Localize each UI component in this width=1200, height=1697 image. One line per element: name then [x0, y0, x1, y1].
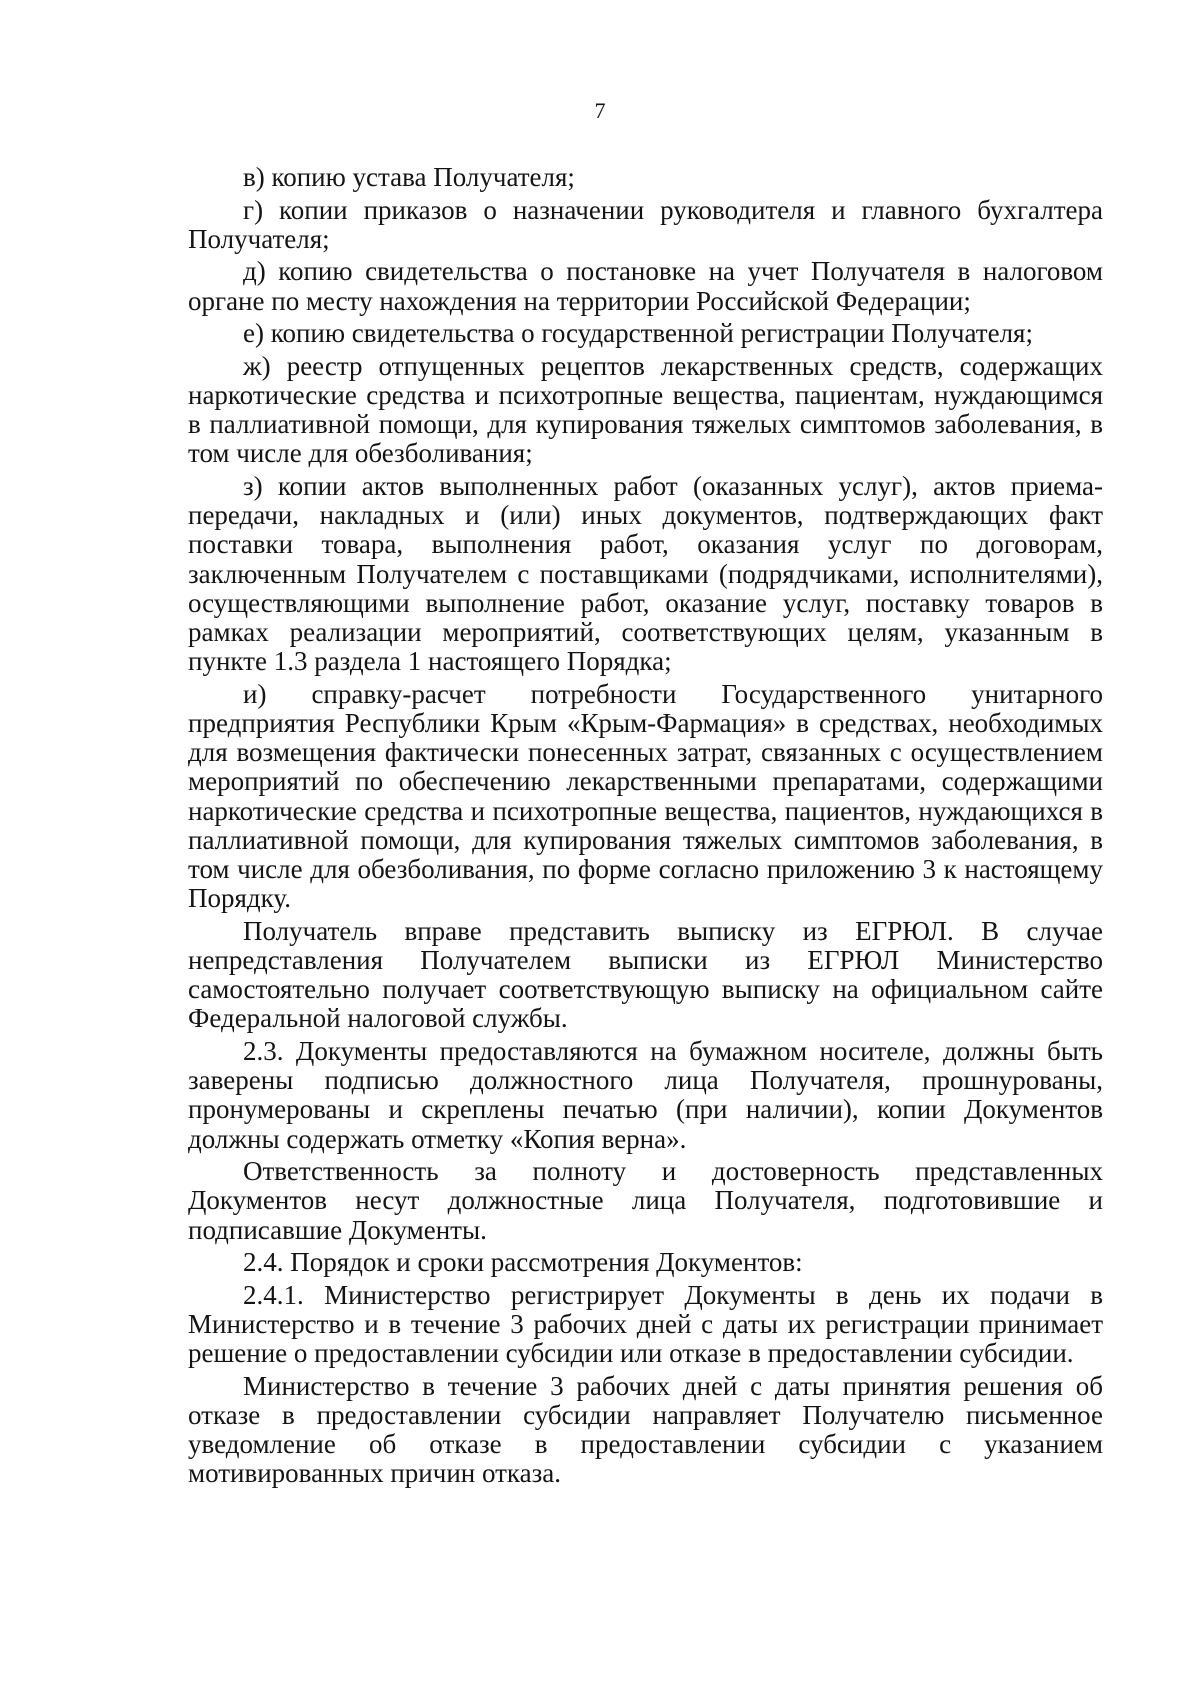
paragraph-item-v: в) копию устава Получателя;	[243, 162, 575, 192]
document-body	[188, 163, 1103, 1492]
paragraph-egrul-extract: Получатель вправе представить выписку из ЕГРЮЛ. В случае непредставления Получателем выписки из ЕГРЮЛ Министерство самостоятельно получает соответствующую выписку на официальном сайте Федеральной налоговой службы.	[188, 915, 1103, 1034]
paragraph-item-d: д) копию свидетельства о постановке на учет Получателя в налоговом органе по месту нахождения на территории Российской Федерации;	[188, 256, 1103, 316]
paragraph-section-2-3: 2.3. Документы предоставляются на бумажном носителе, должны быть заверены подписью должностного лица Получателя, прошнурованы, пронумерованы и скреплены печатью (при наличии), копии Документов должны содержать отметку «Копия верна».	[188, 1036, 1103, 1154]
paragraph-item-z: з) копии актов выполненных работ (оказанных услуг), актов приема-передачи, накладных и (или) иных документов, подтверждающих факт поставки товара, выполнения работ, оказания услуг по договорам, заключенным Получателем с поставщиками (подрядчиками, исполнителями), осуществляющими выполнение работ, оказание услуг, поставку товаров в рамках реализации мероприятий, соответствующих целям, указанным в пункте 1.3 раздела 1 настоящего Порядка;	[188, 470, 1103, 677]
page-number: 7	[594, 98, 606, 123]
paragraph-item-i: и) справку-расчет потребности Государственного унитарного предприятия Республики Крым «Крым-Фармация» в средствах, необходимых для возмещения фактически понесенных затрат, связанных с осуществлением мероприятий по обеспечению лекарственными препаратами, содержащими наркотические средства и психотропные вещества, пациентов, нуждающихся в паллиативной помощи, для купирования тяжелых симптомов заболевания, в том числе для обезболивания, по форме согласно приложению 3 к настоящему Порядку.	[188, 678, 1103, 914]
paragraph-item-g: г) копии приказов о назначении руководителя и главного бухгалтера Получателя;	[188, 194, 1103, 254]
paragraph-item-zh: ж) реестр отпущенных рецептов лекарственных средств, содержащих наркотические средства и психотропные вещества, пациентам, нуждающимся в паллиативной помощи, для купирования тяжелых симптомов заболевания, в том числе для обезболивания;	[188, 350, 1103, 469]
paragraph-item-e: е) копию свидетельства о государственной регистрации Получателя;	[243, 318, 1033, 349]
paragraph-responsibility: Ответственность за полноту и достоверность представленных Документов несут должностные лица Получателя, подготовившие и подписавшие Документы.	[188, 1156, 1103, 1245]
paragraph-section-2-4: 2.4. Порядок и сроки рассмотрения Документов:	[243, 1247, 803, 1278]
paragraph-section-2-4-1: 2.4.1. Министерство регистрирует Документы в день их подачи в Министерство и в течение 3 рабочих дней с даты их регистрации принимает решение о предоставлении субсидии или отказе в предоставлении субсидии.	[188, 1279, 1103, 1369]
paragraph-refusal-notice: Министерство в течение 3 рабочих дней с даты принятия решения об отказе в предоставлении субсидии направляет Получателю письменное уведомление об отказе в предоставлении субсидии с указанием мотивированных причин отказа.	[188, 1370, 1103, 1489]
